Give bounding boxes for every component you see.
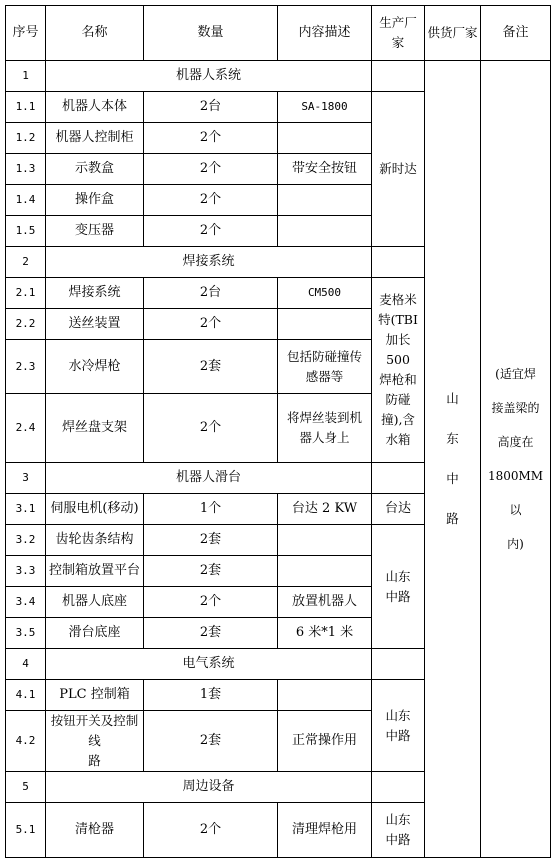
item-name: 变压器 <box>46 216 144 247</box>
row-number: 1.3 <box>6 154 46 185</box>
header-row <box>6 6 551 61</box>
header-qty: 数量 <box>144 6 278 61</box>
section-number: 3 <box>6 463 46 494</box>
header-desc: 内容描述 <box>278 6 372 61</box>
item-name: 机器人底座 <box>46 587 144 618</box>
item-qty: 2个 <box>144 123 278 154</box>
row-number: 3.4 <box>6 587 46 618</box>
section-number: 2 <box>6 247 46 278</box>
item-qty: 1个 <box>144 494 278 525</box>
item-qty: 2套 <box>144 618 278 649</box>
row-number: 2.1 <box>6 278 46 309</box>
item-qty: 2台 <box>144 278 278 309</box>
item-qty: 2个 <box>144 803 278 858</box>
item-name: 机器人本体 <box>46 92 144 123</box>
item-qty: 2个 <box>144 154 278 185</box>
row-number: 3.1 <box>6 494 46 525</box>
maker-cell: 新时达 <box>372 92 425 247</box>
maker-cell: 山东 中路 <box>372 525 425 649</box>
header-supplier: 供货厂家 <box>425 6 481 61</box>
row-number: 1.4 <box>6 185 46 216</box>
item-desc: 带安全按钮 <box>278 154 372 185</box>
item-desc: CM500 <box>278 278 372 309</box>
remark-cell: (适宜焊 接盖梁的 高度在 1800MM以 内) <box>481 61 551 858</box>
maker-cell: 台达 <box>372 494 425 525</box>
section-number: 4 <box>6 649 46 680</box>
item-desc: 正常操作用 <box>278 711 372 772</box>
row-number: 5.1 <box>6 803 46 858</box>
item-qty: 2套 <box>144 711 278 772</box>
maker-cell-empty <box>372 61 425 92</box>
item-name: 焊丝盘支架 <box>46 394 144 463</box>
section-title: 机器人滑台 <box>46 463 372 494</box>
row-number: 2.2 <box>6 309 46 340</box>
row-number: 3.3 <box>6 556 46 587</box>
row-number: 3.2 <box>6 525 46 556</box>
equipment-list-table <box>5 5 551 858</box>
item-desc <box>278 680 372 711</box>
item-qty: 2个 <box>144 587 278 618</box>
maker-cell-empty <box>372 649 425 680</box>
item-desc <box>278 525 372 556</box>
item-name: 滑台底座 <box>46 618 144 649</box>
item-qty: 2套 <box>144 556 278 587</box>
section-number: 1 <box>6 61 46 92</box>
item-qty: 2个 <box>144 216 278 247</box>
item-desc: 台达 2 KW <box>278 494 372 525</box>
item-desc <box>278 309 372 340</box>
item-qty: 2套 <box>144 340 278 394</box>
section-title: 焊接系统 <box>46 247 372 278</box>
item-desc: 6 米*1 米 <box>278 618 372 649</box>
item-name: 清枪器 <box>46 803 144 858</box>
section-title: 电气系统 <box>46 649 372 680</box>
section-number: 5 <box>6 772 46 803</box>
item-qty: 2个 <box>144 309 278 340</box>
row-number: 3.5 <box>6 618 46 649</box>
item-desc: SA-1800 <box>278 92 372 123</box>
item-qty: 2个 <box>144 394 278 463</box>
header-remark: 备注 <box>481 6 551 61</box>
item-desc <box>278 185 372 216</box>
header-maker: 生产厂家 <box>372 6 425 61</box>
header-name: 名称 <box>46 6 144 61</box>
row-number: 2.4 <box>6 394 46 463</box>
supplier-cell: 山 东 中 路 <box>425 61 481 858</box>
item-name: 送丝装置 <box>46 309 144 340</box>
maker-cell-empty <box>372 463 425 494</box>
section-title: 周边设备 <box>46 772 372 803</box>
item-name: 示教盒 <box>46 154 144 185</box>
row-number: 4.1 <box>6 680 46 711</box>
item-name: 焊接系统 <box>46 278 144 309</box>
row-number: 4.2 <box>6 711 46 772</box>
section-row <box>6 61 551 92</box>
item-name: 水冷焊枪 <box>46 340 144 394</box>
item-desc <box>278 556 372 587</box>
row-number: 1.2 <box>6 123 46 154</box>
item-qty: 2台 <box>144 92 278 123</box>
item-desc: 放置机器人 <box>278 587 372 618</box>
row-number: 1.1 <box>6 92 46 123</box>
item-name: 控制箱放置平台 <box>46 556 144 587</box>
item-name: 按钮开关及控制线 路 <box>46 711 144 772</box>
row-number: 1.5 <box>6 216 46 247</box>
header-seq: 序号 <box>6 6 46 61</box>
item-desc: 将焊丝装到机 器人身上 <box>278 394 372 463</box>
maker-cell: 山东 中路 <box>372 680 425 772</box>
maker-cell: 麦格米 特(TBI 加长500 焊枪和 防碰 撞),含 水箱 <box>372 278 425 463</box>
maker-cell-empty <box>372 247 425 278</box>
item-desc: 清理焊枪用 <box>278 803 372 858</box>
item-desc <box>278 216 372 247</box>
item-name: 齿轮齿条结构 <box>46 525 144 556</box>
item-desc <box>278 123 372 154</box>
item-name: PLC 控制箱 <box>46 680 144 711</box>
item-name: 伺服电机(移动) <box>46 494 144 525</box>
row-number: 2.3 <box>6 340 46 394</box>
item-name: 机器人控制柜 <box>46 123 144 154</box>
maker-cell: 山东 中路 <box>372 803 425 858</box>
item-qty: 2个 <box>144 185 278 216</box>
item-desc: 包括防碰撞传 感器等 <box>278 340 372 394</box>
section-title: 机器人系统 <box>46 61 372 92</box>
item-qty: 1套 <box>144 680 278 711</box>
item-name: 操作盒 <box>46 185 144 216</box>
item-qty: 2套 <box>144 525 278 556</box>
maker-cell-empty <box>372 772 425 803</box>
